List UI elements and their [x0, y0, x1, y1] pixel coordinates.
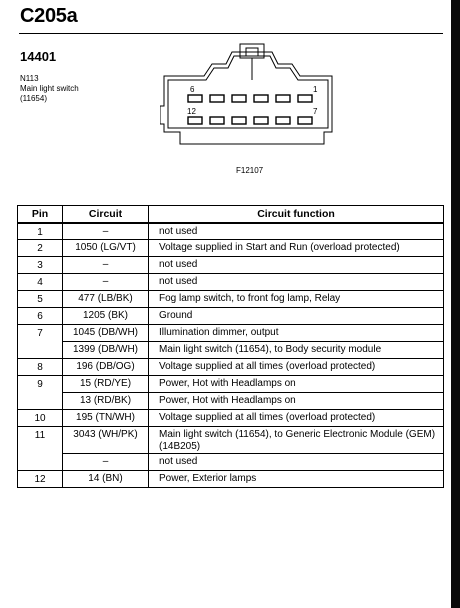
table-row	[18, 308, 444, 325]
figure-id: F12107	[236, 166, 264, 175]
cell-circuit: –	[63, 274, 149, 291]
pin-cavity-10	[232, 117, 246, 124]
cell-circuit: 1399 (DB/WH)	[63, 342, 149, 359]
connector-title: C205a	[20, 5, 78, 27]
cell-function: Main light switch (11654), to Generic Electronic Module (GEM) (14B205)	[149, 427, 444, 454]
table-header-row	[18, 206, 444, 223]
header-circuit: Circuit	[63, 206, 149, 223]
connector-diagram	[160, 40, 340, 158]
table-row	[18, 342, 444, 359]
cell-circuit: 195 (TN/WH)	[63, 410, 149, 427]
cell-function: Voltage supplied at all times (overload protected)	[149, 359, 444, 376]
pin-label-top-right: 1	[313, 85, 318, 94]
table-row	[18, 410, 444, 427]
header-function: Circuit function	[149, 206, 444, 223]
cell-circuit: 477 (LB/BK)	[63, 291, 149, 308]
table-row	[18, 393, 444, 410]
cell-pin: 6	[18, 308, 63, 325]
header-pin: Pin	[18, 206, 63, 223]
pin-label-bottom-right: 7	[313, 107, 318, 116]
pin-cavity-2	[276, 95, 290, 102]
pin-label-bottom-left: 12	[187, 107, 196, 116]
pin-cavity-1	[298, 95, 312, 102]
cell-function: Main light switch (11654), to Body security module	[149, 342, 444, 359]
title-divider	[19, 33, 443, 34]
cell-circuit: –	[63, 454, 149, 471]
table-row	[18, 325, 444, 342]
cell-pin: 1	[18, 223, 63, 240]
cell-function: Voltage supplied at all times (overload protected)	[149, 410, 444, 427]
cell-pin: 2	[18, 240, 63, 257]
pin-cavity-3	[254, 95, 268, 102]
table-row	[18, 471, 444, 488]
cell-function: Power, Hot with Headlamps on	[149, 393, 444, 410]
cell-circuit: 196 (DB/OG)	[63, 359, 149, 376]
pin-cavity-4	[232, 95, 246, 102]
pin-label-top-left: 6	[190, 85, 195, 94]
table-row	[18, 359, 444, 376]
cell-pin: 11	[18, 427, 63, 454]
cell-function: not used	[149, 223, 444, 240]
cell-pin	[18, 393, 63, 410]
pin-cavity-12	[188, 117, 202, 124]
cell-pin: 4	[18, 274, 63, 291]
cell-function: Illumination dimmer, output	[149, 325, 444, 342]
cell-circuit: 13 (RD/BK)	[63, 393, 149, 410]
table-row	[18, 427, 444, 454]
pin-cavity-8	[276, 117, 290, 124]
table-row	[18, 257, 444, 274]
table-row	[18, 454, 444, 471]
cell-pin	[18, 454, 63, 471]
note-line-1: N113	[20, 74, 39, 83]
cell-function: Power, Exterior lamps	[149, 471, 444, 488]
pin-row-top	[188, 95, 312, 102]
cell-function: not used	[149, 274, 444, 291]
pin-cavity-6	[188, 95, 202, 102]
pin-cavity-5	[210, 95, 224, 102]
cell-function: not used	[149, 454, 444, 471]
part-number: 14401	[20, 49, 57, 64]
cell-circuit: 14 (BN)	[63, 471, 149, 488]
pin-row-bottom	[188, 117, 312, 124]
cell-circuit: 15 (RD/YE)	[63, 376, 149, 393]
cell-function: Power, Hot with Headlamps on	[149, 376, 444, 393]
pin-cavity-9	[254, 117, 268, 124]
pin-table	[17, 205, 444, 488]
cell-function: Ground	[149, 308, 444, 325]
page-edge-bar	[451, 0, 460, 608]
cell-pin: 9	[18, 376, 63, 393]
cell-pin: 3	[18, 257, 63, 274]
cell-circuit: 1050 (LG/VT)	[63, 240, 149, 257]
cell-pin: 12	[18, 471, 63, 488]
cell-pin: 10	[18, 410, 63, 427]
note-line-2: Main light switch	[20, 84, 79, 93]
cell-circuit: –	[63, 223, 149, 240]
cell-circuit: 1205 (BK)	[63, 308, 149, 325]
table-row	[18, 274, 444, 291]
cell-pin	[18, 342, 63, 359]
table-row	[18, 240, 444, 257]
note-line-3: (11654)	[20, 94, 47, 103]
cell-pin: 8	[18, 359, 63, 376]
cell-circuit: –	[63, 257, 149, 274]
cell-circuit: 3043 (WH/PK)	[63, 427, 149, 454]
cell-function: not used	[149, 257, 444, 274]
cell-function: Fog lamp switch, to front fog lamp, Relay	[149, 291, 444, 308]
cell-circuit: 1045 (DB/WH)	[63, 325, 149, 342]
table-row	[18, 291, 444, 308]
table-row	[18, 376, 444, 393]
cell-pin: 5	[18, 291, 63, 308]
pin-cavity-11	[210, 117, 224, 124]
cell-pin: 7	[18, 325, 63, 342]
pin-cavity-7	[298, 117, 312, 124]
cell-function: Voltage supplied in Start and Run (overload protected)	[149, 240, 444, 257]
table-row	[18, 223, 444, 240]
